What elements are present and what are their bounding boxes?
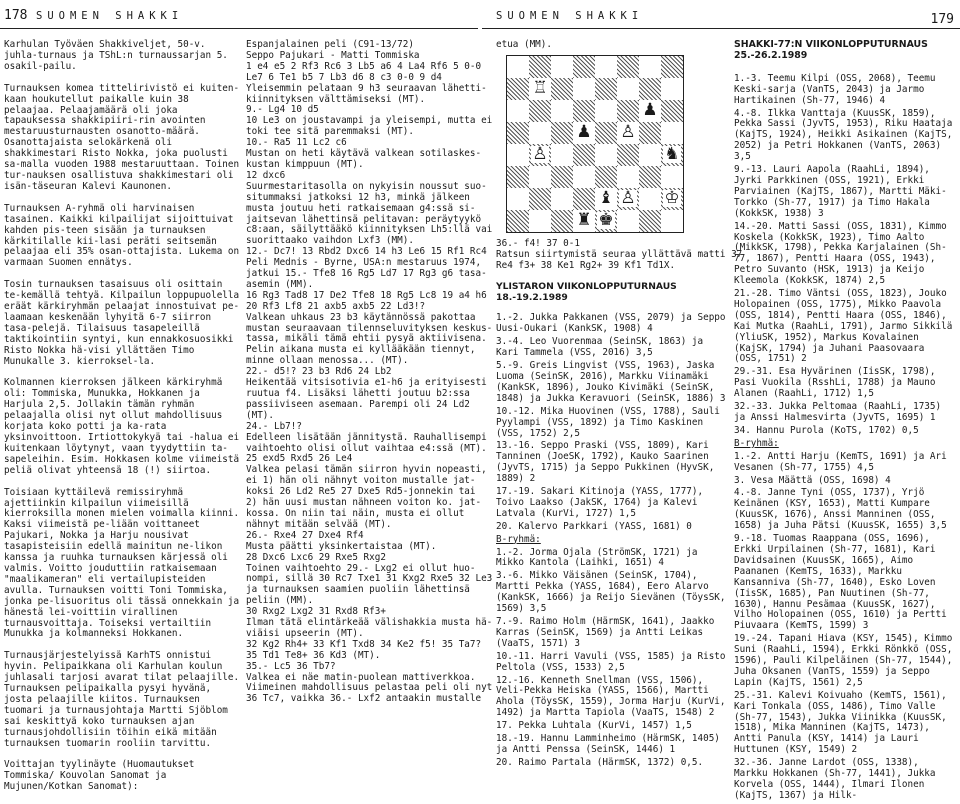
paragraph: 9.-18. Tuomas Raappana (OSS, 1696), Erkki Urpilainen (Sh-77, 1681), Kari Davidsainen (KuusSK, 1665), Aimo Paananen (KemTS, 1633), Markku Kansanniva (Sh-77, 1640), Esko Loven (IisSK, 1685), Pan Nuutinen (Sh-77, 1630), Hannu Pesämaa (KuusSK, 1627), Vilho Holopainen (OSS, 1610) ja Pertti Piuvaara (KemTS, 1599) 3 <box>734 533 953 632</box>
board-square <box>573 100 595 122</box>
paragraph: 3.-4. Leo Vuorenmaa (SeinSK, 1863) ja Kari Tammela (VSS, 2016) 3,5 <box>496 336 709 359</box>
board-square <box>551 100 573 122</box>
text-line: Musta päätti yksinkertaistaa (MT). <box>246 540 437 552</box>
board-square <box>617 122 639 144</box>
board-square <box>639 100 661 122</box>
text-line: 28 Dxc6 Lxc6 29 Rxe5 Rxg2 <box>246 551 386 563</box>
board-square <box>573 144 595 166</box>
board-square <box>595 188 617 210</box>
board-square <box>595 122 617 144</box>
paragraph: 18.-19. Hannu Lamminheimo (HärmSK, 1405) ja Antti Penssa (SeinSK, 1446) 1 <box>496 733 726 755</box>
paragraph: Kolmannen kierroksen jälkeen kärkiryhmä oli: Tommiska, Munukka, Hokkanen ja Harjula 2,5. Jollakin tämän ryhmän pelaajalla olisi nyt ollut mahdollisuus korjata koko potti ja ka-rata yksinvoittoon. Irtiottokykyä tai -halua ei kuitenkaan löytynyt, vaan tyydyttiin ta-sapeleihin. Esim. Hokkasen kolme viimeistä peliä olivat yhteensä 18 (!) siirtoa. <box>4 377 245 476</box>
board-square <box>661 56 683 78</box>
right-page-header <box>482 6 960 29</box>
board-square <box>661 78 683 100</box>
board-square <box>507 144 529 166</box>
text-line: Toinen vaihtoehto 29.- Lxg2 ei ollut huo- <box>246 562 476 574</box>
chess-piece-icon: ♖ <box>532 78 548 99</box>
text-line: 26.- Rxe4 27 Dxe4 Rf4 <box>246 529 364 541</box>
text-line: Edelleen lisätään jännitystä. Rauhallisempi <box>246 431 487 443</box>
paragraph: 13.-16. Seppo Praski (VSS, 1809), Kari Tanninen (JoeSK, 1792), Kauko Saarinen (JyvTS, 1715) ja Seppo Pukkinen (HyvSK, 1889) 2 <box>496 440 720 485</box>
text-line: sitummaksi jatkoksi 12 h3, minkä jälkeen <box>246 191 470 203</box>
text-line: 2) hän uusi mustan nähneen voiton ko. jat- <box>246 497 482 509</box>
board-square <box>573 56 595 78</box>
text-line: suorittaako vaihdon Lxf3 (MM). <box>246 235 414 247</box>
paragraph: 9.-13. Lauri Aapola (RaahLi, 1894), Jyrki Parkkinen (OSS, 1921), Erkki Parviainen (KajTS, 1867), Martti Mäki-Torkko (Sh-77, 1917) ja Timo Hakala (KokkSK, 1938) 3 <box>734 164 947 219</box>
chess-piece-icon: ♟ <box>642 100 658 121</box>
paragraph: 14.-20. Matti Sassi (OSS, 1831), Kimmo Koskela (KokkSK, 1923), Timo Aalto (MikkSK, 1798), Pekka Karjalainen (Sh-77, 1867), Pentti Haara (OSS, 1943), Petro Suvanto (HSK, 1913) ja Keijo Kleemola (KokkSK, 1874) 2,5 <box>734 220 953 287</box>
board-square <box>551 210 573 232</box>
board-square <box>573 122 595 144</box>
text-line: viäisi upseerin (MT). <box>246 627 364 639</box>
paragraph: 32.-33. Jukka Peltomaa (RaahLi, 1735) ja Anssi Halmesvirta (JyvTS, 1695) 1 <box>734 401 947 423</box>
text-line: passiiviseen asemaan. Parempi oli 24 Ld2 <box>246 398 470 410</box>
text-line: Le7 6 Te1 b5 7 Lb3 d6 8 c3 0-0 9 d4 <box>246 71 442 83</box>
left-page-header <box>0 6 478 29</box>
board-square <box>595 144 617 166</box>
text-line: toki tee sitä paremmaksi (MT). <box>246 126 414 138</box>
text-line: Suurmestaritasolla on nykyisin noussut suo- <box>246 180 487 192</box>
text-line: Seppo Pajukari - Matti Tommiska <box>246 49 420 61</box>
paragraph: B-ryhmä: <box>496 533 541 545</box>
text-line: 12.- Dc7! 13 Rbd2 Dxc6 14 h3 Le6 15 Rf1 Rc4 <box>246 246 487 258</box>
board-square <box>661 210 683 232</box>
board-square <box>551 78 573 100</box>
text-line: kiinnityksen välttämiseksi (MT). <box>246 93 426 105</box>
text-line: 20 Rf3 Lf8 21 axb5 axb5 22 Ld3!? <box>246 300 426 312</box>
board-square <box>639 78 661 100</box>
paragraph: 17.-19. Sakari Kitinoja (YASS, 1777), Toivo Laakso (JakSK, 1764) ja Kalevi Latvala (KurVi, 1727) 1,5 <box>496 486 709 519</box>
board-square <box>617 100 639 122</box>
right-page <box>482 0 960 801</box>
text-line: 22.- d5!? 23 b3 Rd6 24 Lb2 <box>246 366 392 378</box>
text-line: 16 Rg3 Tad8 17 De2 Tfe8 18 Rg5 Lc8 19 a4 h6 <box>246 289 487 301</box>
text-line: 36 Tc7, vaikka 36.- Lxf2 antaakin mustalle <box>246 693 482 705</box>
board-square <box>507 100 529 122</box>
board-square <box>573 166 595 188</box>
text-line: Valkean uhkaus 23 b3 käytännössä pakottaa <box>246 311 476 323</box>
text-line: koksi 26 Ld2 Re5 27 Dxe5 Rd5-jonnekin tai <box>246 486 476 498</box>
text-line: asemin (MM). <box>246 278 314 290</box>
article-column-1 <box>4 39 245 804</box>
paragraph: 32.-36. Janne Lardot (OSS, 1338), Markku Hokkanen (Sh-77, 1441), Jukka Korvela (OSS, 1444), Ilmari Ilonen (KajTS, 1367) ja Hilk- <box>734 757 942 801</box>
paragraph: 21.-28. Timo Väntsi (OSS, 1823), Jouko Holopainen (OSS, 1775), Mikko Paavola (OSS, 1814), Pentti Haara (OSS, 1846), Kai Mutka (RaahLi, 1791), Jarmo Sikkilä (YliuSK, 1952), Markus Kovalainen (KajSK, 1794) ja Juhani Paasovaara (OSS, 1751) 2 <box>734 288 958 365</box>
paragraph: 3.-6. Mikko Väisänen (SeinSK, 1704), Martti Pekka (YASS, 1684), Eero Alarvo (KankSK, 1666) ja Reijo Sievänen (TöysSK, 1569) 3,5 <box>496 570 732 615</box>
paragraph: 20. Raimo Partala (HärmSK, 1372) 0,5. <box>496 756 704 768</box>
text-line: 12 dxc6 <box>246 169 286 181</box>
board-square <box>573 78 595 100</box>
text-line: Heikentää vitsisotivia e1-h6 ja erityisesti <box>246 377 487 389</box>
annotation-continuation: etua (MM). <box>496 39 552 50</box>
board-square <box>551 188 573 210</box>
board-square <box>639 122 661 144</box>
board-square <box>617 188 639 210</box>
board-square <box>529 56 551 78</box>
text-line: jaitsevan lähettinsä pelitavan: peräytyykö <box>246 213 482 225</box>
chess-piece-icon: ♙ <box>620 122 636 143</box>
paragraph: 5.-9. Greis Lingvist (VSS, 1963), Jaska Luoma (SeinSK, 2016), Markku Viinamäki (KankSK, 1896), Jouko Kivimäki (SeinSK, 1848) ja Jukka Keravuori (SeinSK, 1886) 3 <box>496 360 726 404</box>
text-line: mustan seuraavaan tilennseluvityksen keskus- <box>246 322 493 334</box>
text-line: Pelin aikana musta ei kyllääkään tiennyt, <box>246 344 476 356</box>
game-annotation-column <box>246 39 493 705</box>
final-moves <box>496 237 743 272</box>
chess-piece-icon: ♙ <box>620 188 636 209</box>
chess-piece-icon: ♜ <box>576 210 592 231</box>
paragraph: 10.-12. Mika Huovinen (VSS, 1788), Sauli Pyylampi (VSS, 1892) ja Timo Kaskinen (VSS, 1752) 2,5 <box>496 405 726 439</box>
paragraph: Karhulan Työväen Shakkiveljet, 50-v. juhla-turnaus ja TShL:n turnaussarjan 5. osakil-pailu. <box>4 39 234 72</box>
text-line: c8:aan, säilyttääkö kiinnityksen Lh5:llä vai <box>246 224 493 236</box>
page-number: 178 <box>4 8 28 23</box>
board-square <box>661 122 683 144</box>
page-number: 179 <box>930 12 954 27</box>
paragraph: 20. Kalervo Parkkari (YASS, 1681) 0 <box>496 520 692 532</box>
board-square <box>595 56 617 78</box>
tournament-results <box>734 74 956 802</box>
paragraph: 25.-31. Kalevi Koivuaho (KemTS, 1561), Kari Tonkala (OSS, 1486), Timo Valle (Sh-77, 1543), Jukka Viinikka (KuusSK, 1518), Mika Manninen (KajTS, 1473), Antti Panula (KSY, 1414) ja Lauri Huttunen (KSY, 1549) 2 <box>734 689 953 756</box>
results-column-1 <box>496 39 743 771</box>
text-line: nompi, sillä 30 Rc7 Txe1 31 Kxg2 Rxe5 32 Le3 <box>246 573 493 585</box>
board-square <box>595 166 617 188</box>
text-line: Re4 f3+ 38 Ke1 Rg2+ 39 Kf1 Td1X. <box>496 259 676 271</box>
board-square <box>661 166 683 188</box>
paragraph: 1.-2. Jorma Ojala (StrömSK, 1721) ja Mikko Kantola (Laihki, 1651) 4 <box>496 546 704 569</box>
board-square <box>661 100 683 122</box>
board-square <box>529 100 551 122</box>
board-square <box>551 56 573 78</box>
paragraph: 34. Hannu Purola (KoTS, 1702) 0,5 <box>734 424 919 436</box>
text-line: musta joutuu heti ratkaisemaan g4:ssä si- <box>246 202 476 214</box>
paragraph: 7.-9. Raimo Holm (HärmSK, 1641), Jaakko Karras (SeinSK, 1569) ja Antti Leikas (VaaTS, 1571) 3 <box>496 616 720 649</box>
chess-piece-icon: ♝ <box>598 188 614 209</box>
text-line: 1 e4 e5 2 Rf3 Rc6 3 Lb5 a6 4 La4 Rf6 5 0-0 <box>246 60 482 72</box>
board-square <box>617 56 639 78</box>
text-line: Valkea ei näe matin-puolean mattiverkkoa. <box>246 671 476 683</box>
board-square <box>617 78 639 100</box>
paragraph: Toisiaan kyttäilevä remissiryhmä ajettiinkin kilpailun viimeisillä kierroksilla monen mielen voimalla kiinni. Kaksi viimeistä pe-liään voittaneet Pajukari, Nokka ja Harju nousivat tasapisteisiin edellä mainitun ne-likon kanssa ja ruuhka turnauksen kärjessä oli valmis. Voitto jouduttiin ratkaisemaan "maalikameran" eli vertailupisteiden avulla. Turnauksen voitti Toni Tommiska, jonka pe-lisuoritus oli tässä onnekkain ja hänestä lei-voittiin virallinen turnausvoittaja. Toiseksi vertailtiin Munukka ja kolmanneksi Hokkanen. <box>4 486 245 640</box>
text-line: ruutua f4. Lisäksi lähetti joutuu b2:ssa <box>246 388 470 399</box>
paragraph: 4.-8. Ilkka Vanttaja (KuusSK, 1859), Pekka Sassi (JyvTS, 1953), Riku Haataja (KajTS, 1924), Heikki Asikainen (KajTS, 2052) ja Petri Hokkanen (VanTS, 2063) 3,5 <box>734 107 958 163</box>
text-line: Mustan on heti käytävä valkean sotilaskes- <box>246 148 482 160</box>
results-column-2 <box>734 40 956 804</box>
board-square <box>617 166 639 188</box>
chess-piece-icon: ♙ <box>532 144 548 165</box>
text-line: nähnyt mitään selvää (MT). <box>246 518 392 530</box>
board-square <box>639 210 661 232</box>
board-square <box>529 188 551 210</box>
board-square <box>617 144 639 166</box>
text-line: kossa. On niin tai näin, musta ei ollut <box>246 507 465 519</box>
board-square <box>507 210 529 232</box>
text-line: Peli Mednis - Byrne, USA:n mestaruus 1974, <box>246 257 482 269</box>
paragraph: 1.-2. Jukka Pakkanen (VSS, 2079) ja Seppo Uusi-Oukari (KankSK, 1908) 4 <box>496 312 732 335</box>
board-square <box>529 78 551 100</box>
paragraph: 4.-8. Janne Tyni (OSS, 1737), Yrjö Keinänen (KSY, 1653), Matti Kumpare (KuusSK, 1676), Anssi Manninen (OSS, 1658) ja Juha Pätsi (KuusSK, 1655) 3,5 <box>734 487 947 532</box>
board-square <box>551 122 573 144</box>
paragraph: 17. Pekka Luhtala (KurVi, 1457) 1,5 <box>496 720 692 732</box>
chess-diagram <box>506 55 684 233</box>
board-square <box>595 210 617 232</box>
text-line: 32 Kg2 Rh4+ 33 Kf1 Txd8 34 Ke2 f5! 35 Ta7? <box>246 638 482 650</box>
tournament-heading: YLISTARON VIIKONLOPPUTURNAUS 18.-19.2.1989 <box>496 280 677 303</box>
text-line: minne ollaan menossa... (MT). <box>246 355 409 367</box>
text-line: Valkea pelasi tämän siirron hyvin nopeasti, <box>246 464 487 476</box>
board-square <box>573 188 595 210</box>
board-square <box>507 188 529 210</box>
text-line: ei 1) hän oli nähnyt voiton mustalle jat- <box>246 475 476 487</box>
text-line: Espanjalainen peli (C91-13/72) <box>246 39 414 50</box>
text-line: Ratsun siirtymistä seuraa yllättävä matti 37 <box>496 248 743 260</box>
paragraph: 12.-16. Kenneth Snellman (VSS, 1506), Veli-Pekka Heiska (YASS, 1566), Martti Ahola (TöysSK, 1559), Jorma Harju (KurVi, 1492) ja Martta Tapiola (VaaTS, 1548) 2 <box>496 674 732 719</box>
text-line: 36.- f4! 37 0-1 <box>496 237 580 249</box>
tournament-results <box>496 312 732 768</box>
text-line: (MT). <box>246 409 274 421</box>
chess-piece-icon: ♚ <box>598 210 614 231</box>
paragraph: 1.-3. Teemu Kilpi (OSS, 2068), Teemu Keski-sarja (VanTS, 2043) ja Jarmo Hartikainen (Sh-77, 1946) 4 <box>734 72 942 106</box>
text-line: tassa, mikäli tämä ehtii pysyä aktiivisena. <box>246 333 487 345</box>
text-line: 30 Rxg2 Lxg2 31 Rxd8 Rf3+ <box>246 606 386 618</box>
chess-piece-icon: ♟ <box>576 122 592 143</box>
board-square <box>551 144 573 166</box>
text-line: 10 Le3 on joustavampi ja yleisempi, mutta ei <box>246 115 493 127</box>
running-head: SUOMEN SHAKKI <box>36 10 184 22</box>
board-square <box>661 144 683 166</box>
board-square <box>507 56 529 78</box>
board-square <box>639 166 661 188</box>
board-square <box>529 122 551 144</box>
text-line: 35.- Lc5 36 Tb7? <box>246 660 336 672</box>
board-square <box>551 166 573 188</box>
text-line: ja turnauksen saamien puoliin lähettinsä <box>246 584 470 596</box>
paragraph: 10.-11. Harri Vavuli (VSS, 1585) ja Risto Peltola (VSS, 1533) 2,5 <box>496 650 732 673</box>
running-head: SUOMEN SHAKKI <box>496 10 644 22</box>
text-line: 24.- Lb7!? <box>246 420 302 432</box>
board-square <box>639 56 661 78</box>
text-line: 10.- Ra5 11 Lc2 c6 <box>246 137 347 149</box>
chess-piece-icon: ♔ <box>664 188 680 209</box>
text-line: kustan kimppuun (MT). <box>246 158 364 170</box>
board-square <box>507 166 529 188</box>
paragraph: 1.-2. Antti Harju (KemTS, 1691) ja Ari Vesanen (Sh-77, 1755) 4,5 <box>734 450 953 473</box>
board-square <box>595 78 617 100</box>
paragraph: Voittajan tyylinäyte (Huomautukset Tommiska/ Kouvolan Sanomat ja Mujunen/Kotkan Sanomat): <box>4 759 200 793</box>
board-square <box>573 210 595 232</box>
paragraph: Tosin turnauksen tasaisuus oli osittain te-kemällä tehtyä. Kilpailun loppupuolella eräät kärkiryhmän pelaajat innostuivat pe-laamaan keskenään lyhyitä 6-7 siirron tasa-pelejä. Tilaisuus tasapeleillä taktikointiin syntyi, kun ennakkosuosikki Risto Nokka hä-visi yllättäen Timo Munukalle 3. kierroksel-la. <box>4 279 245 367</box>
paragraph: B-ryhmä: <box>734 437 779 449</box>
paragraph: 19.-24. Tapani Hiava (KSY, 1545), Kimmo Suni (RaahLi, 1594), Erkki Rönkkö (OSS, 1596), Pauli Kilpeläinen (Sh-77, 1544), Juha Oksanen (VanTS, 1559) ja Seppo Lapin (KajTS, 1561) 2,5 <box>734 633 958 688</box>
board-square <box>507 122 529 144</box>
board-square <box>507 78 529 100</box>
text-line: Ilman tätä elintärkeää välishakkia musta hä- <box>246 617 493 629</box>
text-line: 25 exd5 Rxd5 26 Le4 <box>246 453 353 465</box>
text-line: 35 Td1 Te8+ 36 Kd3 (MT). <box>246 649 381 661</box>
board-square <box>529 210 551 232</box>
chess-piece-icon: ♞ <box>664 144 680 165</box>
board-square <box>529 144 551 166</box>
text-line: vaihtoehto olisi ollut vaihtaa e4:ssä (MT). <box>246 442 487 454</box>
board-square <box>639 144 661 166</box>
board-square <box>617 210 639 232</box>
board-square <box>639 188 661 210</box>
paragraph: 3. Vesa Määttä (OSS, 1698) 4 <box>734 474 891 486</box>
board-square <box>595 100 617 122</box>
paragraph: Turnauksen A-ryhmä oli harvinaisen tasainen. Kaikki kilpailijat sijoittuivat kahden pis-teen sisään ja turnauksen kärkitilalle kii-lasi peräti seitsemän pelaajaa eli 35% osan-ottajista. Lukema on varmaan Suomen ennätys. <box>4 202 245 269</box>
paragraph: Turnauksen komea tittelirivistö ei kuiten-kaan houkutellut paikalle kuin 38 pelaajaa. Pelaajamäärä oli joka tapauksessa shakkipiiri-rin avointen mestaruusturnausten osanotto-määrä. Osanottajaista selokärkenä oli shakkimestari Risto Nokka, joka puolusti sa-malla vuoden 1988 mestaruuttaan. Toinen tur-nauksen osallistuva shakkimestari oli isän-täseuran Kalevi Kaunonen. <box>4 82 245 192</box>
text-line: jatkui 15.- Tfe8 16 Rg5 Ld7 17 Rg3 g6 tasa- <box>246 268 487 280</box>
text-line: Viimeinen mahdollisuus pelastaa peli oli nyt <box>246 682 493 694</box>
board-square <box>661 188 683 210</box>
tournament-heading: SHAKKI-77:N VIIKONLOPPUTURNAUS 25.-26.2.1989 <box>734 39 928 61</box>
text-line: 9.- Lg4 10 d5 <box>246 104 319 116</box>
paragraph: 29.-31. Esa Hyvärinen (IisSK, 1798), Pasi Vuokila (RsshLi, 1788) ja Mauno Alanen (RaahLi, 1712) 1,5 <box>734 366 942 400</box>
text-line: Yleisemmin pelataan 9 h3 seuraavan lähetti- <box>246 82 487 94</box>
board-square <box>529 166 551 188</box>
text-line: peliin (MM). <box>246 595 314 607</box>
paragraph: Turnausjärjestelyissä KarhTS onnistui hyvin. Pelipaikkana oli Karhulan koulun juhlasali tarjosi avarat tilat pelaajille. Turnauksen pelipaikalla pysyi hyvänä, josta pelaajille kiitos. Turnauksen tuomari ja turnausjohtaja Martti Sjöblom sai keskittyä koko turnauksen ajan turnausjohdollisiin töihin eikä mitään turnauksen tuomarin rooliin tarvittu. <box>4 650 245 749</box>
